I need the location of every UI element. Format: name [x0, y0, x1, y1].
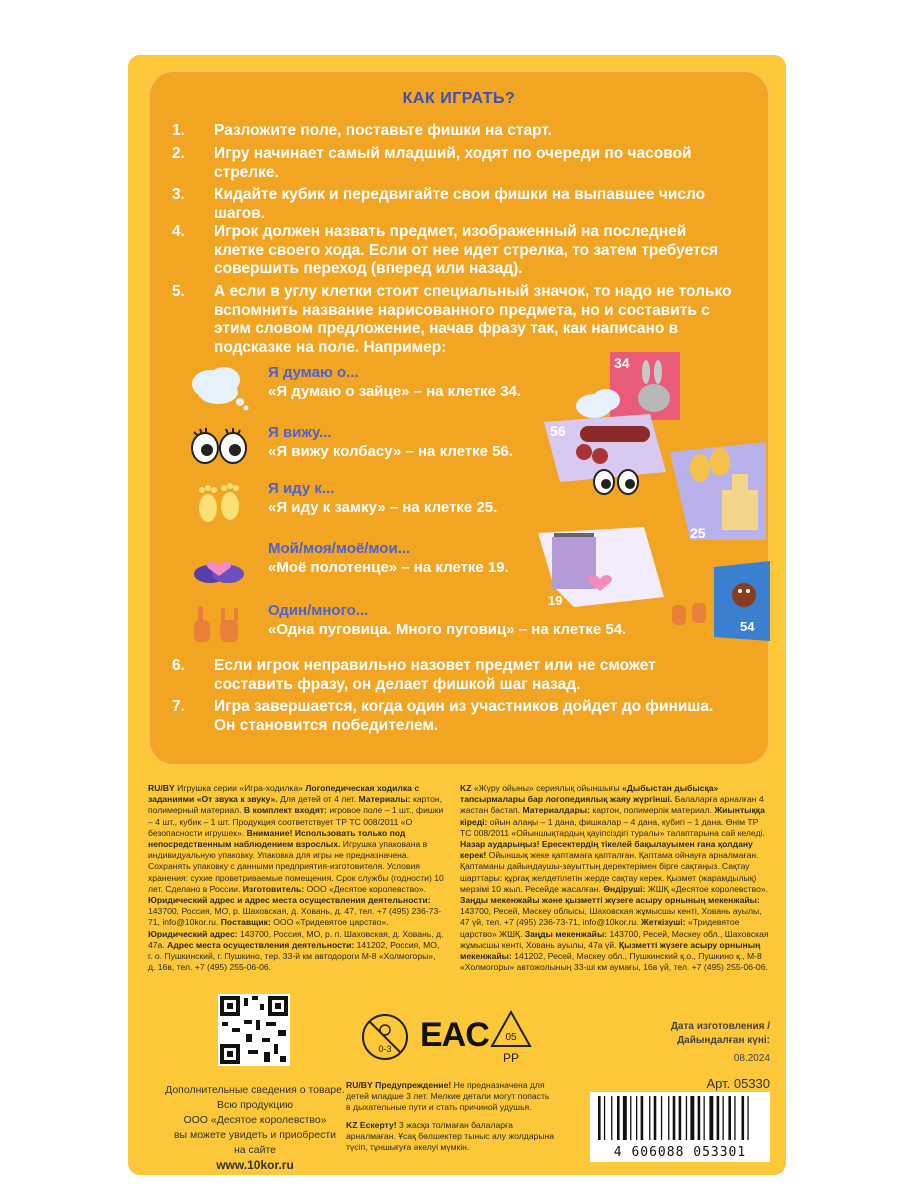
hand-signs-icon — [188, 602, 250, 650]
barcode-bar — [668, 1096, 669, 1140]
svg-text:05: 05 — [505, 1032, 517, 1043]
barcode-bar — [709, 1096, 713, 1140]
barcode-number: 4 606088 053301 — [613, 1145, 747, 1160]
eac-mark: EAC — [420, 1016, 489, 1054]
barcode-bar — [734, 1096, 735, 1140]
barcode-bar — [623, 1096, 627, 1140]
eyes-icon — [188, 424, 250, 472]
barcode-bar — [654, 1096, 657, 1140]
barcode-bar — [636, 1096, 637, 1140]
barcode-bar — [598, 1096, 601, 1140]
barcode-bar — [698, 1096, 701, 1140]
manufacture-date: Дата изготовления / Дайындалған күні: 08.2024 — [670, 1021, 770, 1064]
barcode-bar — [742, 1096, 745, 1140]
barcode-bar — [611, 1096, 612, 1140]
barcode-bar — [704, 1096, 705, 1140]
barcode-bar — [690, 1096, 694, 1140]
barcode-bar — [604, 1096, 605, 1140]
barcode-bar — [630, 1096, 631, 1140]
barcode-bar — [649, 1096, 650, 1140]
barcode-bar — [747, 1096, 748, 1140]
svg-text:56: 56 — [550, 423, 566, 439]
barcode-bar — [723, 1096, 724, 1140]
qr-code — [218, 994, 290, 1066]
svg-text:34: 34 — [614, 355, 630, 371]
choking-warning: RU/BY Предупреждение! Не предназначена для детей младше 3 лет. Мелкие детали могут попасть в дыхательные пути и стать причиной удушья. KZ Ескерту! 3 жасқа толмаған балаларға арналмаған. Ұсақ бөлшектер тыныс алу жолдарына түсіп, тұншығуға әкелуі мүмкін. — [346, 1080, 555, 1153]
svg-text:25: 25 — [690, 525, 706, 541]
board-cells-19-54-illustration — [534, 527, 770, 642]
svg-text:PP: PP — [502, 1051, 520, 1065]
barcode-bar — [641, 1096, 644, 1140]
legal-text-kz: KZ «Жүру ойыны» сериялық ойыншығы «Дыбыстан дыбысқа» тапсырмалары бар логопедиялық жаяу жүргінші. Балаларға арналған 4 жастан бастап. Материалдары: картон, полимерлік материал. Жиынтыққа кіреді: ойын алаңы – 1 дана, фишкалар – 4 дана, кубигі – 1 дана. Өнім ТР ТС 008/2011 «Ойыншықтардың қауіпсіздігі туралы» талаптарына сай келеді. Назар аударыңыз! Ересектердің тікелей бақылауымен ғана қолдану керек! Ойыншық жеке қаптамаға қапталған. Қаптама ойнауға арналмаған. Қаптаманы дайындаушы-зауыттың деректерімен бірге сақтаңыз. Сақтау шарттары: құрғақ желдетілетін жерде сақтау керек. Қызмет (жарамдылық) мерзімі 10 жыл. Ресейде жасалған. Өндіруші: ЖШҚ «Десятое королевство». Заңды мекенжайы және қызметті жүзеге асыру орнының мекенжайы: 143700, Ресей, Мәскеу облысы, Шаховская жұмысшы кенті, Ховань ауылы, 47 үй, тел. +7 (495) 236-73-71, info@10kor.ru. Жеткізуші: «Тридевятое царство» ЖШҚ. Заңды мекенжайы: 143700, Ресей, Мәскеу обл., Шаховская жұмысшы кенті, Ховань ауылы, 47а үй. Қызметті жүзеге асыру орнының мекенжайы: 141202, Ресей, Мәскеу обл., Пушкинский қ.о., Пушкино қ., М-8 «Холмогоры» автожолының 33-ші км аумағы, 16в үй, тел. +7 (495) 255-06-06. — [460, 783, 769, 973]
svg-text:54: 54 — [740, 619, 755, 634]
board-cells-56-25-illustration — [540, 412, 770, 542]
website-link[interactable]: www.10kor.ru — [216, 1158, 294, 1172]
recycle-icon — [486, 1008, 536, 1068]
age-warning-icon — [360, 1012, 410, 1062]
heart-hands-icon — [188, 540, 250, 588]
barcode-bar — [686, 1096, 687, 1140]
extra-info-text: Дополнительные сведения о товаре. Всю продукцию ООО «Десятое королевство» вы можете увидеть и приобрести на сайте www.10kor.ru — [150, 1083, 360, 1173]
footprints-icon — [188, 480, 250, 528]
barcode-bar — [661, 1096, 662, 1140]
legal-text-ru: RU/BY Игрушка серии «Игра-ходилка» Логопедическая ходилка с заданиями «От звука к звуку». Для детей от 4 лет. Материалы: картон, полимерный материал. В комплект входят: игровое поле – 1 шт., фишки – 4 шт., кубик – 1 шт. Продукция соответствует ТР ТС 008/2011 «О безопасности игрушек». Внимание! Использовать только под непосредственным наблюдением взрослых. Игрушка упакована в индивидуальную упаковку. Упаковка для игры не предназначена. Сохранять упаковку с данными предприятия-изготовителя. Условия хранения: сухие проветриваемые помещения. Срок службы (годности) 10 лет. Сделано в России. Изготовитель: ООО «Десятое королевство». Юридический адрес и адрес места осуществления деятельности: 143700, Россия, МО, р. Шаховская, д. Ховань, д. 47, тел. +7 (495) 236-73-71, info@10kor.ru. Поставщик: ООО «Тридевятое царство». Юридический адрес: 143700, Россия, МО, р. п. Шаховская, д. Ховань, д. 47а. Адрес места осуществления деятельности: 141202, Россия, МО, г. о. Пушкинский, г. Пушкино, тер. 33-й км автодороги М-8 «Холмогоры», д. 16в, тел. +7 (495) 255-06-06. — [148, 783, 444, 973]
barcode-bar — [679, 1096, 682, 1140]
article-number: Арт. 05330 — [706, 1076, 770, 1091]
how-to-play-title: КАК ИГРАТЬ? — [402, 90, 516, 107]
barcode-bar — [717, 1096, 720, 1140]
barcode — [590, 1092, 770, 1162]
how-to-play-panel: КАК ИГРАТЬ? 1. Разложите поле, поставьте фишки на старт. 2. Игру начинает самый младший, ходят по очереди по часовой стрелке. 3. Кидайте кубик и передвигайте свои фишки на выпавшее число шагов. 4. Игрок должен назвать предмет, изображенный на последней клетке своего хода. Если от нее идет стрелка, то затем требуется совершить переход (вперед или назад). 5. А если в углу клетки стоит специальный значок, то надо не только вспомнить название нарисованного предмета, но и составить с этим словом предложение, начав фразу так, как написано в подсказке на поле. Например: Я думаю о... «Я думаю о зайце» – на клетке 34. Я вижу... «Я вижу колбасу» – на клетке 56. Я иду к... «Я иду к замку» – на клетке 25. Мой/моя/моё/мои... «Моё полотенце» – на клетке 19. Один/много... «Одна пуговица. Много пуговиц» – на клетке 54. 34 56 25 19 54 6. Если игрок неправильно назовет предмет или не сможет составить фразу, он делает фишкой шаг назад. 7. Игра завершается, когда один из участников дойдет до финиша. Он становится победителем. — [148, 70, 770, 766]
svg-text:0-3: 0-3 — [378, 1044, 392, 1054]
svg-text:19: 19 — [548, 593, 563, 608]
barcode-bar — [728, 1096, 731, 1140]
barcode-bar — [617, 1096, 620, 1140]
barcode-bar — [673, 1096, 676, 1140]
cloud-icon — [188, 364, 250, 412]
